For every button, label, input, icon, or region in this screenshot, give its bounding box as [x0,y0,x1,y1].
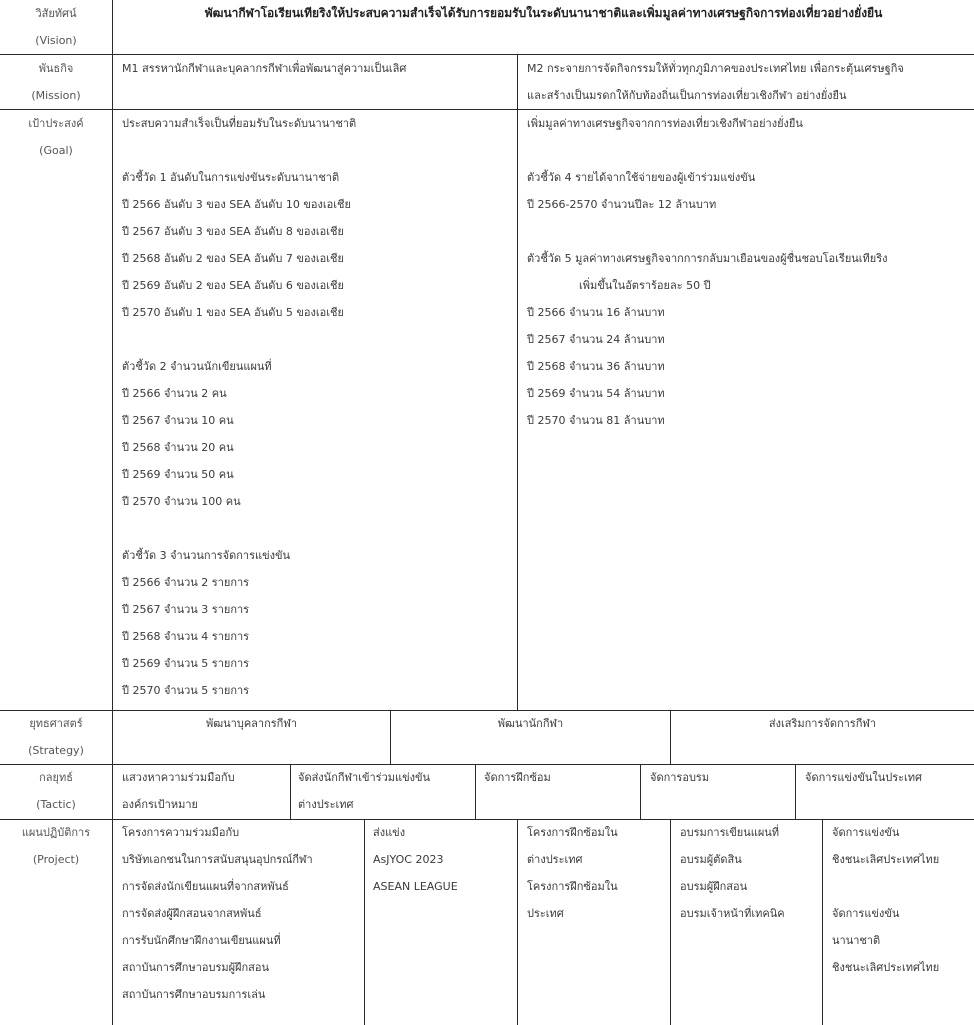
label-column-divider [112,0,113,1025]
tactic-3-text: จัดการฝึกซ้อม [484,771,551,784]
kpi5-title-line2: เพิ่มขึ้นในอัตราร้อยละ 50 ปี [579,279,711,292]
kpi3-item: ปี 2569 จำนวน 5 รายการ [122,657,250,670]
kpi5-item: ปี 2566 จำนวน 16 ล้านบาท [527,306,665,319]
kpi3-item: ปี 2567 จำนวน 3 รายการ [122,603,250,616]
mission-m1-text: M1 สรรหานักกีฬาและบุคลากรกีฬาเพื่อพัฒนาสู่ความเป็นเลิศ [122,62,407,75]
tactic-3 [484,764,551,791]
mission-m2 [527,55,904,109]
project-item: ประเทศ [527,907,564,920]
kpi5-item: ปี 2569 จำนวน 54 ล้านบาท [527,387,665,400]
tactic-label-th: กลยุทธ์ [39,771,73,784]
project-item: ASEAN LEAGUE [373,880,458,893]
project-item: บริษัทเอกชนในการสนับสนุนอุปกรณ์กีฬา [122,853,313,866]
kpi1-item: ปี 2570 อันดับ 1 ของ SEA อันดับ 5 ของเอเชีย [122,306,344,319]
goal-right-column [527,110,888,434]
column-divider [517,54,518,710]
column-divider [822,819,823,1025]
strategy-label-th: ยุทธศาสตร์ [29,717,83,730]
column-divider [517,819,518,1025]
project-item: อบรมผู้ตัดสิน [680,853,742,866]
mission-label-th: พันธกิจ [38,62,74,75]
goal-right-title: เพิ่มมูลค่าทางเศรษฐกิจจากการท่องเที่ยวเชิงกีฬาอย่างยั่งยืน [527,117,803,130]
kpi1-item: ปี 2569 อันดับ 2 ของ SEA อันดับ 6 ของเอเชีย [122,279,344,292]
strategy-item-3: ส่งเสริมการจัดการกีฬา [768,717,877,730]
kpi2-item: ปี 2569 จำนวน 50 คน [122,468,234,481]
vision-text: พัฒนากีฬาโอเรียนเทียริงให้ประสบความสำเร็จได้รับการยอมรับในระดับนานาชาติและเพิ่มมูลค่าทางเศรษฐกิจการท่องเที่ยวอย่างยั่งยืน [204,6,883,20]
column-divider [290,764,291,819]
kpi1-title: ตัวชี้วัด 1 อันดับในการแข่งขันระดับนานาชาติ [122,171,340,184]
kpi3-item: ปี 2570 จำนวน 5 รายการ [122,684,250,697]
tactic-1 [122,764,235,818]
kpi1-item: ปี 2566 อันดับ 3 ของ SEA อันดับ 10 ของเอเชีย [122,198,351,211]
strategy-label [0,710,112,764]
project-label-th: แผนปฏิบัติการ [21,826,91,839]
tactic-1-line1: แสวงหาความร่วมมือกับ [122,771,235,784]
tactic-4 [650,764,709,791]
kpi4-title: ตัวชี้วัด 4 รายได้จากใช้จ่ายของผู้เข้าร่วมแข่งขัน [527,171,756,184]
goal-label-th: เป้าประสงค์ [28,117,84,130]
kpi1-item: ปี 2567 อันดับ 3 ของ SEA อันดับ 8 ของเอเชีย [122,225,344,238]
project-item: การจัดส่งผู้ฝึกสอนจากสหพันธ์ [122,907,262,920]
project-col-1 [122,819,313,1008]
column-divider [795,764,796,819]
mission-m2-line2: และสร้างเป็นมรดกให้กับท้องถิ่นเป็นการท่องเที่ยวเชิงกีฬา อย่างยั่งยืน [527,89,847,102]
project-item: จัดการแข่งขัน [832,907,900,920]
kpi3-item: ปี 2568 จำนวน 4 รายการ [122,630,250,643]
strategy-item-2: พัฒนานักกีฬา [497,717,564,730]
project-item: สถาบันการศึกษาอบรมผู้ฝึกสอน [122,961,270,974]
tactic-2-line1: จัดส่งนักกีฬาเข้าร่วมแข่งขัน [298,771,431,784]
project-item: ชิงชนะเลิศประเทศไทย [832,961,940,974]
project-item: การรับนักศึกษาฝึกงานเขียนแผนที่ [122,934,281,947]
kpi2-title: ตัวชี้วัด 2 จำนวนนักเขียนแผนที่ [122,360,272,373]
kpi1-item: ปี 2568 อันดับ 2 ของ SEA อันดับ 7 ของเอเชีย [122,252,344,265]
kpi2-item: ปี 2570 จำนวน 100 คน [122,495,241,508]
project-item: ชิงชนะเลิศประเทศไทย [832,853,940,866]
project-item: จัดการแข่งขัน [832,826,900,839]
tactic-5 [805,764,922,791]
kpi5-title-line1: ตัวชี้วัด 5 มูลค่าทางเศรษฐกิจจากการกลับมาเยือนของผู้ชื่นชอบโอเรียนเทียริง [527,252,888,265]
vision-label-th: วิสัยทัศน์ [35,7,77,20]
kpi3-item: ปี 2566 จำนวน 2 รายการ [122,576,250,589]
project-item: โครงการฝึกซ้อมใน [527,826,618,839]
goal-left-title: ประสบความสำเร็จเป็นที่ยอมรับในระดับนานาชาติ [122,117,357,130]
tactic-1-line2: องค์กรเป้าหมาย [122,798,198,811]
mission-label-en: (Mission) [31,89,81,102]
project-item: สถาบันการศึกษาอบรมการเล่น [122,988,266,1001]
vision-label [0,0,112,54]
column-divider [475,764,476,819]
project-col-4 [680,819,785,927]
tactic-label-en: (Tactic) [36,798,76,811]
project-label [0,819,112,873]
tactic-2-line2: ต่างประเทศ [298,798,354,811]
kpi5-item: ปี 2567 จำนวน 24 ล้านบาท [527,333,665,346]
goal-label [0,110,112,164]
strategy-item [391,710,670,737]
project-item: ส่งแข่ง [373,826,406,839]
kpi2-item: ปี 2567 จำนวน 10 คน [122,414,234,427]
vision-label-en: (Vision) [35,34,77,47]
project-col-3 [527,819,618,927]
project-item: อบรมการเขียนแผนที่ [680,826,780,839]
kpi5-item: ปี 2570 จำนวน 81 ล้านบาท [527,414,665,427]
tactic-label [0,764,112,818]
mission-m2-line1: M2 กระจายการจัดกิจกรรมให้ทั่วทุกภูมิภาคของประเทศไทย เพื่อกระตุ้นเศรษฐกิจ [527,62,904,75]
project-item: นานาชาติ [832,934,881,947]
mission-label [0,55,112,109]
strategy-item [113,710,390,737]
kpi4-value: ปี 2566-2570 จำนวนปีละ 12 ล้านบาท [527,198,717,211]
tactic-2 [298,764,430,818]
project-item: โครงการความร่วมมือกับ [122,826,240,839]
project-col-2 [373,819,458,900]
project-item: อบรมผู้ฝึกสอน [680,880,748,893]
strategy-label-en: (Strategy) [28,744,84,757]
project-item: อบรมเจ้าหน้าที่เทคนิค [680,907,785,920]
project-col-5 [832,819,939,981]
project-label-en: (Project) [32,853,80,866]
column-divider [364,819,365,1025]
strategy-item-1: พัฒนาบุคลากรกีฬา [205,717,298,730]
project-item: AsJYOC 2023 [373,853,444,866]
tactic-4-text: จัดการอบรม [650,771,710,784]
column-divider [640,764,641,819]
kpi5-item: ปี 2568 จำนวน 36 ล้านบาท [527,360,665,373]
kpi2-item: ปี 2566 จำนวน 2 คน [122,387,227,400]
tactic-5-text: จัดการแข่งขันในประเทศ [805,771,923,784]
goal-label-en: (Goal) [39,144,73,157]
project-item: การจัดส่งนักเขียนแผนที่จากสหพันธ์ [122,880,289,893]
kpi2-item: ปี 2568 จำนวน 20 คน [122,441,234,454]
mission-m1 [122,55,406,82]
goal-left-column [122,110,356,704]
strategy-item [671,710,974,737]
project-item: โครงการฝึกซ้อมใน [527,880,618,893]
column-divider [670,819,671,1025]
project-item: ต่างประเทศ [527,853,583,866]
kpi3-title: ตัวชี้วัด 3 จำนวนการจัดการแข่งขัน [122,549,291,562]
